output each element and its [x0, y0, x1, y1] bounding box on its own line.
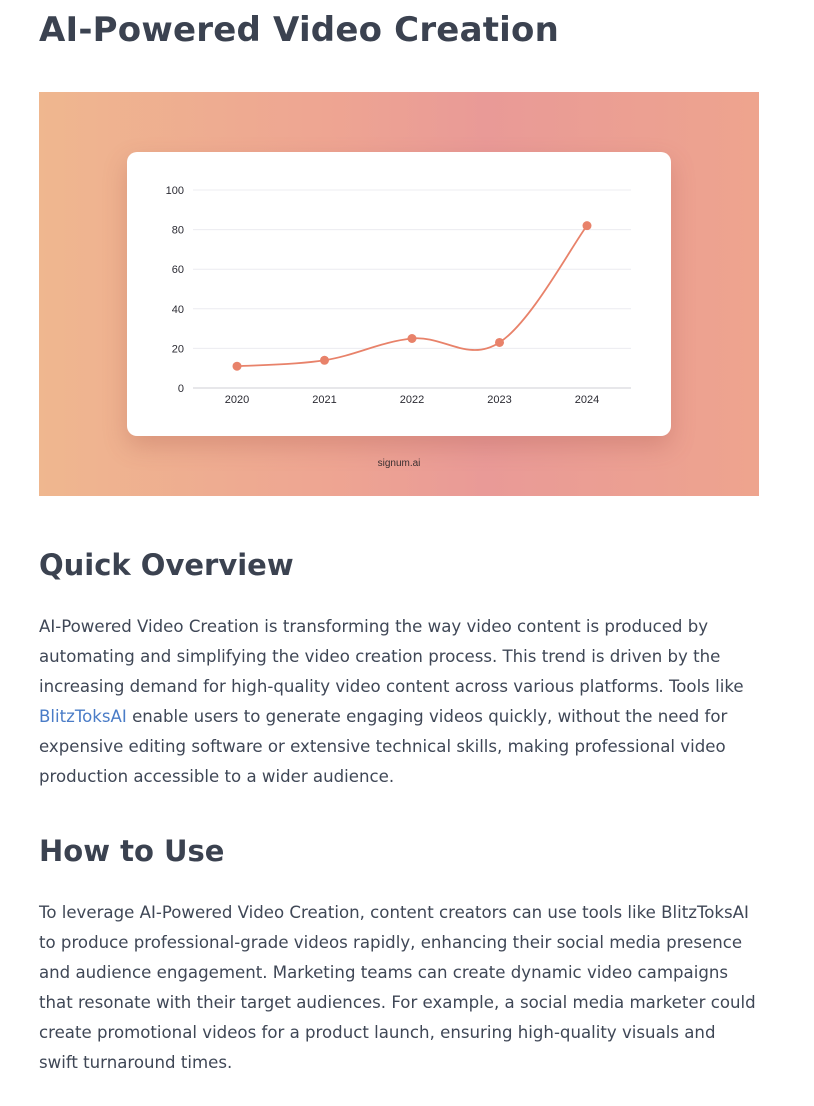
y-tick-label: 40 — [171, 303, 184, 316]
data-point-2024 — [583, 221, 592, 230]
y-tick-label: 60 — [171, 264, 184, 277]
how-to-line: swift turnaround times. — [39, 1053, 233, 1072]
how-to-line: and audience engagement. Marketing teams can create dynamic video campaigns — [39, 963, 729, 982]
x-tick-label: 2022 — [399, 394, 425, 406]
data-point-2023 — [495, 338, 504, 347]
quick-overview-heading: Quick Overview — [39, 548, 294, 582]
y-tick-label: 0 — [177, 383, 184, 395]
y-tick-label: 100 — [165, 185, 184, 197]
data-point-2020 — [233, 362, 242, 371]
x-tick-label: 2023 — [487, 394, 512, 406]
blitztoksai-link[interactable]: BlitzToksAI — [39, 707, 127, 726]
x-tick-label: 2024 — [574, 394, 600, 406]
series-line — [237, 226, 587, 367]
data-point-2022 — [408, 334, 417, 343]
how-to-line: to produce professional-grade videos rapidly, enhancing their social media presence — [39, 933, 743, 952]
data-point-2021 — [320, 356, 329, 365]
overview-line: increasing demand for high-quality video content across various platforms. Tools like — [39, 677, 744, 696]
overview-line: automating and simplifying the video creation process. This trend is driven by the — [39, 647, 721, 666]
chart-card — [127, 152, 671, 436]
overview-line-rest: enable users to generate engaging videos quickly, without the need for — [126, 707, 728, 726]
overview-line: expensive editing software or extensive technical skills, making professional video — [39, 737, 726, 756]
overview-line: production accessible to a wider audience. — [39, 767, 395, 786]
y-tick-label: 80 — [171, 224, 184, 237]
trend-line-chart — [127, 152, 671, 436]
overview-line-with-link — [39, 702, 751, 732]
page-title: AI-Powered Video Creation — [39, 10, 559, 50]
how-to-line: create promotional videos for a product launch, ensuring high-quality visuals and — [39, 1023, 716, 1042]
y-tick-label: 20 — [171, 343, 184, 356]
quick-overview-paragraph — [39, 612, 751, 792]
how-to-line: To leverage AI-Powered Video Creation, content creators can use tools like BlitzToksAI — [39, 903, 749, 922]
x-tick-label: 2021 — [312, 394, 337, 406]
hero-image — [39, 92, 759, 496]
overview-line: AI-Powered Video Creation is transforming the way video content is produced by — [39, 617, 709, 636]
how-to-use-paragraph — [39, 898, 756, 1078]
x-tick-label: 2020 — [224, 394, 250, 406]
how-to-use-heading: How to Use — [39, 834, 225, 868]
hero-caption: signum.ai — [377, 458, 421, 469]
how-to-line: that resonate with their target audiences. For example, a social media marketer could — [39, 993, 756, 1012]
